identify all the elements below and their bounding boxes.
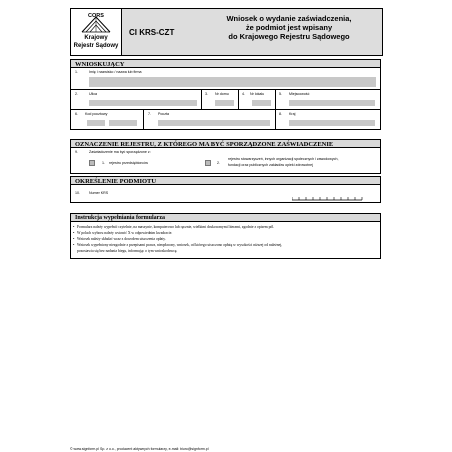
footer-text: © www.signform.pl Sp. z o.o., producent aktywnych formularzy, e-mail: biuro@signform.pl <box>70 447 209 451</box>
form-title-line-2: że podmiot jest wpisany <box>245 23 333 32</box>
instruction-text-5: pozostawia się bez nadania biegu, informując o tym wnioskodawcę. <box>77 249 178 253</box>
option-1-number: 1. <box>102 161 105 165</box>
field-7-number: 7. <box>148 112 151 116</box>
bullet-icon: • <box>73 224 75 229</box>
field-4-input[interactable] <box>252 100 271 106</box>
field-7-label: Poczta <box>158 112 169 116</box>
field-7-input[interactable] <box>158 120 270 126</box>
krs-number-input[interactable] <box>292 195 368 201</box>
field-6-number: 6. <box>75 112 78 116</box>
option-1-label: rejestru przedsiębiorców <box>109 161 148 165</box>
field-4-number: 4. <box>242 92 245 96</box>
register-field <box>70 148 381 174</box>
section-entity-header: OKREŚLENIE PODMIOTU <box>70 176 381 185</box>
field-8-number: 8. <box>279 112 282 116</box>
field-1-input[interactable] <box>89 77 376 87</box>
instruction-text-3: Wniosek należy składać wraz z dowodem uiszczenia opłaty. <box>77 237 166 241</box>
field-5-label: Miejscowość <box>289 92 310 96</box>
field-5-input[interactable] <box>289 100 375 106</box>
field-name[interactable] <box>70 68 381 90</box>
option-2-label-line-2: fundacji oraz publicznych zakładów opieki zdrowotnej <box>228 163 313 167</box>
instruction-text-2: W polach wyboru należy wstawić X w odpowiednim kwadracie. <box>77 231 173 235</box>
field-1-label: Imię i nazwisko / nazwa lub firma <box>89 70 142 74</box>
field-3-number: 3. <box>205 92 208 96</box>
bullet-icon: • <box>73 242 75 247</box>
field-8-input[interactable] <box>289 120 375 126</box>
option-2-label-line-1: rejestru stowarzyszeń, innych organizacji społecznych i zawodowych, <box>228 157 339 161</box>
address-row-2 <box>70 110 381 130</box>
instruction-item <box>73 236 375 242</box>
field-2-input[interactable] <box>89 100 197 106</box>
form-title-line-3: do Krajowego Rejestru Sądowego <box>228 32 350 41</box>
field-2-label: Ulica <box>89 92 97 96</box>
logo-top-text: CORS <box>88 13 104 19</box>
bullet-icon: • <box>73 230 75 235</box>
instruction-item <box>73 242 375 248</box>
field-8-label: Kraj <box>289 112 296 116</box>
form-title <box>199 14 379 41</box>
instruction-item <box>73 230 375 236</box>
field-4-label: Nr lokalu <box>250 92 265 96</box>
instruction-text-4: Wniosek wypełniony niezgodnie z przepisami prawa, nieopłacony, wniosek, od którego uiszczono opłatę w wysokości niższej od należnej, <box>77 243 283 247</box>
field-6-input-b[interactable] <box>109 120 137 126</box>
field-country[interactable] <box>276 110 380 129</box>
form-title-line-1: Wniosek o wydanie zaświadczenia, <box>226 14 352 23</box>
bullet-icon: • <box>73 236 75 241</box>
form-header <box>70 8 383 56</box>
field-street[interactable] <box>71 90 202 109</box>
field-9-number: 9. <box>75 150 78 154</box>
section-applicant-header: WNIOSKUJĄCY <box>70 59 381 68</box>
checkbox-entrepreneurs[interactable] <box>89 160 95 166</box>
field-1-number: 1. <box>75 70 78 74</box>
field-house-number[interactable] <box>202 90 239 109</box>
checkbox-associations[interactable] <box>205 160 211 166</box>
field-6-input-a[interactable] <box>87 120 105 126</box>
field-city[interactable] <box>276 90 380 109</box>
field-5-number: 5. <box>279 92 282 96</box>
address-row-1 <box>70 90 381 110</box>
form-code: CI KRS-CZT <box>129 28 175 37</box>
field-postal-code[interactable] <box>71 110 144 129</box>
field-post-office[interactable] <box>144 110 276 129</box>
instruction-text-1: Formularz należy wypełnić czytelnie, na maszynie, komputerowo lub ręcznie, wielkimi drukowanymi literami, zgodnie z opisem pól. <box>77 225 275 229</box>
field-9-label: Zaświadczenie ma być sporządzone z: <box>89 150 151 154</box>
instruction-item <box>73 224 375 230</box>
instructions-box <box>70 222 381 259</box>
field-10-label: Numer KRS <box>89 191 109 195</box>
field-3-input[interactable] <box>215 100 234 106</box>
field-apartment-number[interactable] <box>239 90 276 109</box>
field-3-label: Nr domu <box>215 92 229 96</box>
field-10-number: 10. <box>75 191 80 195</box>
option-2-number: 2. <box>217 161 220 165</box>
instructions-title: Instrukcja wypełniania formularza <box>70 213 381 222</box>
krs-logo <box>71 9 122 55</box>
field-2-number: 2. <box>75 92 78 96</box>
section-register-header: OZNACZENIE REJESTRU, Z KTÓREGO MA BYĆ SPORZĄDZONE ZAŚWIADCZENIE <box>70 139 381 148</box>
logo-line-2: Rejestr Sądowy <box>73 43 119 49</box>
instruction-item-continued <box>77 249 375 254</box>
field-6-label: Kod pocztowy <box>85 112 108 116</box>
logo-line-1: Krajowy <box>84 35 108 41</box>
